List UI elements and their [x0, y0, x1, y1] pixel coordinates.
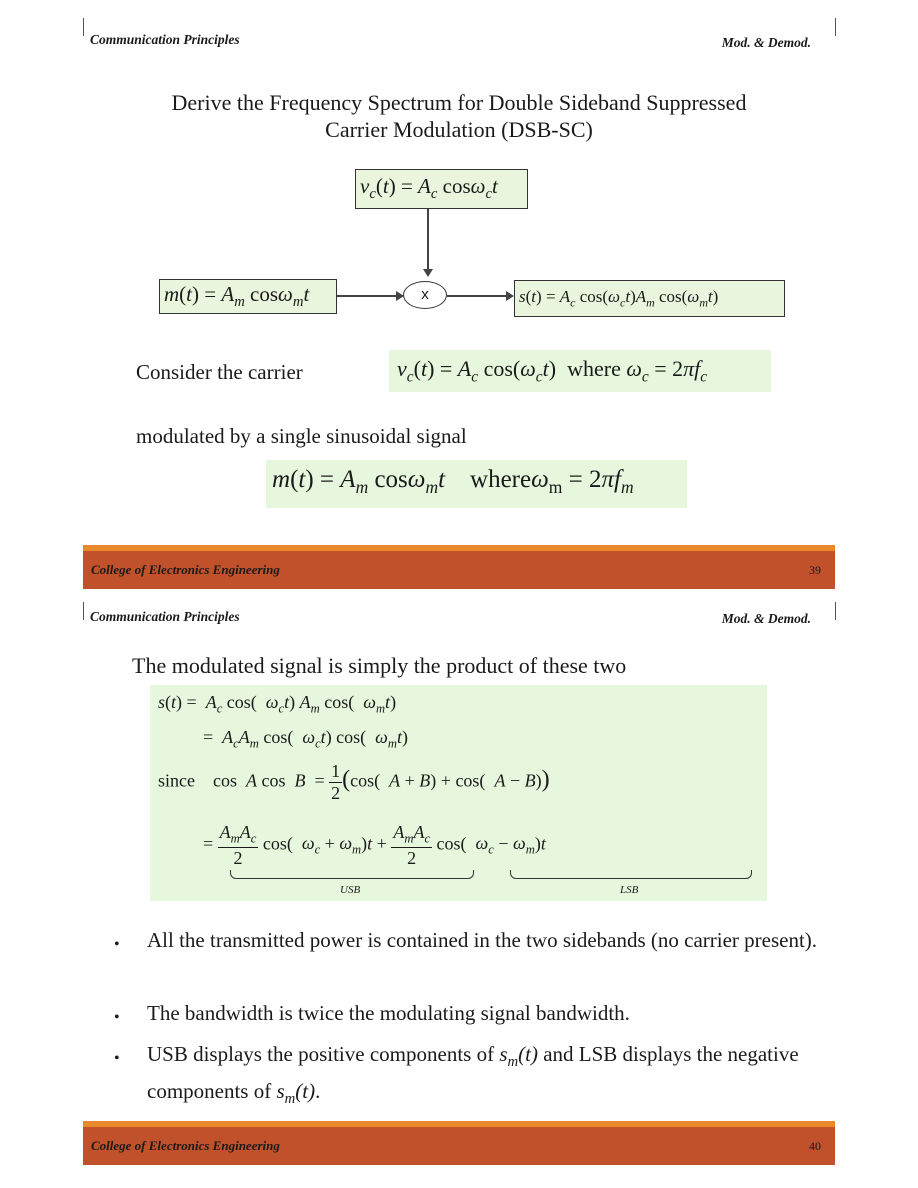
footer-left: College of Electronics Engineering [91, 562, 280, 577]
carrier-connector [427, 209, 429, 271]
header-left: Communication Principles [90, 32, 240, 47]
footer-bar [83, 1121, 835, 1165]
bullet-1: All the transmitted power is contained in the two sidebands (no carrier present). [147, 928, 818, 952]
consider-text: Consider the carrier [136, 360, 303, 384]
page-number: 39 [809, 563, 821, 577]
header-right: Mod. & Demod. [721, 611, 811, 626]
header-tick-right [835, 18, 836, 36]
usb-brace [230, 870, 474, 879]
arrow-right-icon [506, 291, 514, 301]
where-label: where [567, 356, 621, 381]
header-right: Mod. & Demod. [721, 35, 811, 50]
eq-line-1: $s(t) = A_c$ cos( $\omega_ct$) $A_m$ cos( $\omega_mt$) [158, 692, 397, 716]
sm-subscript: m [507, 1054, 519, 1071]
carrier-box: $v_c(t) = A_c$ cosω$_c$t [355, 169, 528, 209]
footer-left: College of Electronics Engineering [91, 1138, 280, 1153]
sm-arg: (t) [518, 1042, 538, 1066]
header-tick-right [835, 602, 836, 620]
slide-title-line2: Carrier Modulation (DSB-SC) [325, 117, 593, 142]
arrow-down-icon [423, 269, 433, 277]
message-connector [337, 295, 403, 297]
header-left: Communication Principles [90, 609, 240, 624]
where-label-2: where [470, 466, 532, 493]
bullet-icon: • [114, 1050, 120, 1067]
sm-symbol: s [499, 1042, 508, 1066]
carrier-equation: $v_c(t) = A_c$ $\cos(\omega_ct)$ where $\omega_c = 2\pi f_c$ [389, 350, 771, 392]
slide-title-line1: Derive the Frequency Spectrum for Double Sideband Suppressed [171, 90, 747, 115]
sm-arg-2: (t) [295, 1079, 316, 1104]
modulated-text: modulated by a single sinusoidal signal [136, 424, 467, 448]
header-tick-left [83, 602, 84, 620]
lsb-label: LSB [620, 884, 639, 896]
footer-bar [83, 545, 835, 589]
bullet-icon: • [114, 1009, 120, 1026]
eq-line-2: = $A_cA_m$ cos( $\omega_ct$) cos( $\omega_mt$) [203, 727, 409, 751]
bullet-3: USB displays the positive components of $s_m(t)$ and LSB displays the negative components of $s_m(t)$. [147, 1042, 799, 1108]
bullet-2: The bandwidth is twice the modulating signal bandwidth. [147, 1001, 630, 1025]
message-equation: $m(t) = A_m$ cosω$_m$t whereω$_m$ = $2\pi f_m$ [266, 460, 687, 508]
intro-text: The modulated signal is simply the product of these two [132, 653, 627, 678]
sm-subscript-2: m [284, 1091, 296, 1108]
lsb-brace [510, 870, 752, 879]
since-label: since [158, 770, 195, 791]
output-box: $s(t) = A_c$ $\cos(\omega_ct)A_m$ $\cos(\omega_mt)$ [514, 280, 785, 317]
usb-label: USB [340, 884, 361, 896]
output-connector [447, 295, 509, 297]
slide-40 [0, 594, 918, 1188]
eq-line-3: since cos A cos B = $\frac{1}{2}$ (cos( A + B) + cos( A − B)) [158, 761, 550, 803]
multiplier-node: x [403, 281, 447, 309]
eq-line-4: = $\frac{A_mA_c}{2}$ cos( $\omega_c + \omega_m)t$ + $\frac{A_mA_c}{2}$ cos( $\omega_c - \omega_m)t$ [203, 822, 546, 868]
bullet-3-part2: and LSB displays the negative components of [147, 1042, 799, 1104]
bullet-icon: • [114, 936, 120, 953]
sm-symbol-2: s [276, 1079, 285, 1104]
page-number: 40 [809, 1139, 821, 1153]
header-tick-left [83, 18, 84, 36]
message-box: $m(t) = A_m$ cosω$_m$t [159, 279, 337, 314]
bullet-3-part1: USB displays the positive components of [147, 1042, 495, 1066]
